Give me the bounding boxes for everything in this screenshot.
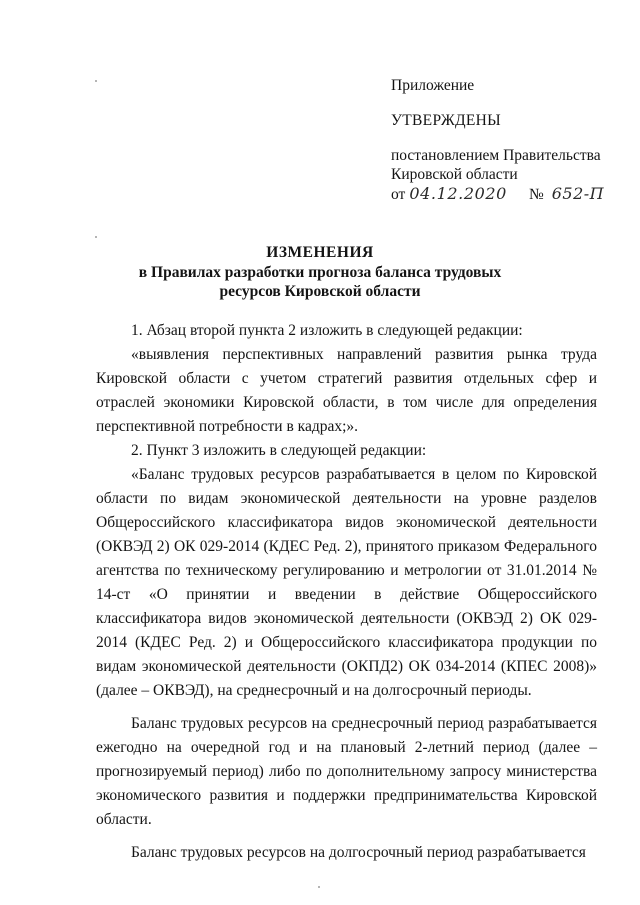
approved-label: УТВЕРЖДЕНЫ <box>391 112 501 129</box>
handwritten-number: 652-П <box>551 184 605 203</box>
appendix-label: Приложение <box>391 77 475 94</box>
paragraph-quote-2: «Баланс трудовых ресурсов разрабатывается в целом по Кировской области по видам экономической деятельности на уровне разделов Общероссийского классификатора видов экономической деятельности (ОКВЭД 2) ОК 029-2014 (КДЕС Ред. 2), принятого приказом Федерального агентства по техническому регулированию и метрологии от 31.01.2014 № 14-ст «О принятии и введении в действие Общероссийского классификатора видов экономической деятельности (ОКВЭД 2) ОК 029-2014 (КДЕС Ред. 2) и Общероссийского классификатора продукции по видам экономической деятельности (ОКПД2) ОК 034-2014 (КПЕС 2008)» (далее – ОКВЭД), на среднесрочный и на долгосрочный периоды. <box>96 466 597 699</box>
handwritten-date: 04.12.2020 <box>409 184 507 203</box>
approval-block <box>391 76 631 204</box>
document-body <box>96 319 597 865</box>
paragraph-quote-1: «выявления перспективных направлений развития рынка труда Кировской области с учетом стратегий развития отдельных сфер и отраслей экономики Кировской области, в том числе для определения перспективной потребности в кадрах;». <box>96 346 597 435</box>
scan-speck <box>95 236 97 238</box>
scan-speck <box>318 886 320 888</box>
paragraph-long-term: Баланс трудовых ресурсов на долгосрочный период разрабатывается <box>131 844 586 861</box>
document-heading <box>120 243 520 302</box>
heading-subtitle-line-2: ресурсов Кировской области <box>219 283 421 300</box>
paragraph-medium-term: Баланс трудовых ресурсов на среднесрочный период разрабатывается ежегодно на очередной год и на плановый 2-летний период (далее – прогнозируемый период) либо по дополнительному запросу министерства экономического развития и поддержки предпринимательства Кировской области. <box>96 715 597 828</box>
decree-date-number-row <box>391 184 631 204</box>
date-prefix: от <box>391 186 406 203</box>
decree-line-1: постановлением Правительства <box>391 147 601 164</box>
heading-title: ИЗМЕНЕНИЯ <box>266 244 374 261</box>
decree-line-2: Кировской области <box>391 166 518 183</box>
scan-speck <box>95 80 97 82</box>
paragraph-item-2: 2. Пункт 3 изложить в следующей редакции: <box>131 442 427 459</box>
heading-subtitle-line-1: в Правилах разработки прогноза баланса трудовых <box>138 263 502 281</box>
number-prefix: № <box>528 186 544 203</box>
paragraph-item-1: 1. Абзац второй пункта 2 изложить в следующей редакции: <box>131 322 523 339</box>
